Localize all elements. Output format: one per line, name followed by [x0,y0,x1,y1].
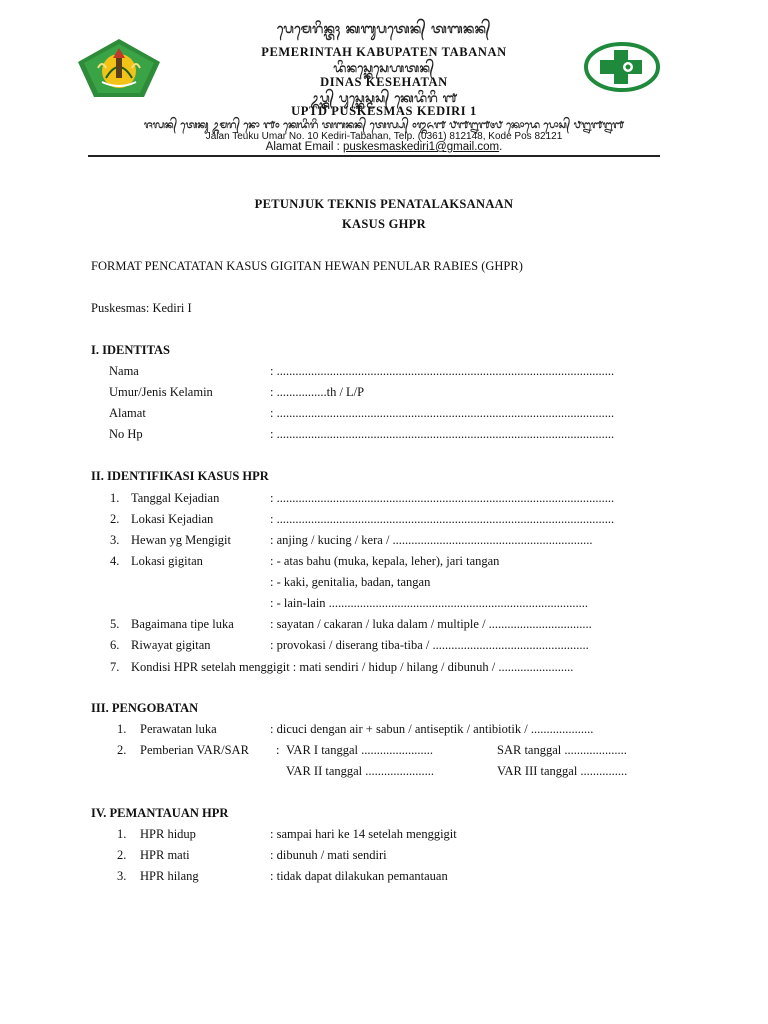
field-options: : - atas bahu (muka, kepala, leher), jari tangan [270,554,500,568]
field-label: Bagaimana tipe luka [131,617,234,631]
section-identifikasi-heading: II. IDENTIFIKASI KASUS HPR [91,469,269,483]
org-dinas: DINAS KESEHATAN [320,75,448,89]
field-options: : dicuci dengan air + sabun / antiseptik / antibiotik / .................... [270,722,594,736]
item-number: 4. [110,554,120,568]
field-label: HPR mati [140,848,190,862]
letterhead [0,0,768,170]
document-title-line1: PETUNJUK TEKNIS PENATALAKSANAAN [254,197,514,211]
field-value: : dibunuh / mati sendiri [270,848,387,862]
field-options: : sayatan / cakaran / luka dalam / multiple / ................................. [270,617,592,631]
field-blank: : ................th / L/P [270,385,365,399]
puskesmas-name: Puskesmas: Kediri I [91,301,192,315]
balinese-script-line: ᬤᬶᬦᬲ᭄ᬓᬾᬲᬾᬳᬢᬦ᭄ [333,61,435,75]
field-label: Riwayat gigitan [131,638,211,652]
item-number: 3. [110,533,120,547]
balinese-script-line: ᬧᬾᬫᬾᬭᬶᬦ᭄ᬢᬄ ᬓᬩᬸᬧᬢᬾᬦ᭄ ᬢᬩᬦᬦ᭄ [277,22,491,37]
field-blank: : ............................................................................................................ [270,406,615,420]
item-number: 2. [117,848,127,862]
field-label: Tanggal Kejadian [131,491,220,505]
email-link[interactable]: puskesmaskediri1@gmail.com [343,141,500,153]
field-blank: : ............................................................................................................ [270,491,615,505]
org-government: PEMERINTAH KABUPATEN TABANAN [261,45,507,59]
item-number: 1. [117,827,127,841]
puskesmas-cross-icon [576,40,668,94]
field-blank: : ............................................................................................................ [270,364,615,378]
email-line [0,141,768,153]
field-label: No Hp [109,427,143,441]
item-number: 7. [110,660,120,674]
item-number: 5. [110,617,120,631]
field-label: Pemberian VAR/SAR [140,743,249,757]
field-label: HPR hidup [140,827,196,841]
item-number: 6. [110,638,120,652]
address-line: Jalan Teuku Umar No. 10 Kediri-Tabanan, Telp. (0361) 812148, Kode Pos 82121 [205,131,563,142]
field-label: Perawatan luka [140,722,217,736]
item-number: 2. [110,512,120,526]
field-kondisi-hpr: Kondisi HPR setelah menggigit : mati sendiri / hidup / hilang / dibunuh / ........................ [131,660,574,674]
field-separator: : [276,743,280,757]
letterhead-divider [88,155,660,157]
item-number: 1. [110,491,120,505]
field-options: : anjing / kucing / kera / ................................................................ [270,533,593,547]
document-title-line2: KASUS GHPR [342,217,426,231]
section-identitas-heading: I. IDENTITAS [91,343,170,357]
field-label: Lokasi gigitan [131,554,203,568]
field-value: : tidak dapat dilakukan pemantauan [270,869,448,883]
field-blank: : ............................................................................................................ [270,512,615,526]
field-label: Hewan yg Mengigit [131,533,231,547]
field-blank: : ............................................................................................................ [270,427,615,441]
section-pengobatan-heading: III. PENGOBATAN [91,701,199,715]
item-number: 3. [117,869,127,883]
field-value: : sampai hari ke 14 setelah menggigit [270,827,457,841]
field-options: : provokasi / diserang tiba-tiba / .................................................. [270,638,589,652]
field-label: Alamat [109,406,146,420]
field-label: HPR hilang [140,869,199,883]
var2-field: VAR II tanggal ...................... [286,764,435,778]
field-label: Umur/Jenis Kelamin [109,385,213,399]
balinese-script-address: ᬚᬮᬦ᭄ ᬢᬾᬓᬸ ᬉᬫᬭ᭄ ᬦᭀ ᭑᭐ ᬓᬾᬤᬶᬭᬶ ᬢᬩᬦᬦ᭄ ᬢᬾᬮ᭄ᬧ᭄ ᭐᭓᭖᭑ ᭘᭑᭒᭑᭔᭘ ᬓᭀᬤᬾ ᬧᭀᬲ᭄ ᭘᭒᭑᭒᭑ [144,120,624,131]
org-uptd: UPTD PUSKESMAS KEDIRI 1 [291,104,477,118]
field-label: Nama [109,364,139,378]
var3-field: VAR III tanggal ............... [497,764,628,778]
var1-field: VAR I tanggal ....................... [286,743,433,757]
sar1-field: SAR tanggal .................... [497,743,627,757]
balinese-script-line: ᬉᬧ᭄ᬢ᭄ᬤ᭄ ᬧᬸᬲ᭄ᬓᬾᬲ᭄ᬫᬲ᭄ ᬓᬾᬤᬶᬭᬶ ᭑ [310,91,458,105]
email-suffix: . [499,141,503,153]
section-pemantauan-heading: IV. PEMANTAUAN HPR [91,806,229,820]
item-number: 2. [117,743,127,757]
field-options: : - kaki, genitalia, badan, tangan [270,575,431,589]
email-label: Alamat Email : [265,141,343,153]
field-options: : - lain-lain ................................................................................... [270,596,589,610]
format-heading: FORMAT PENCATATAN KASUS GIGITAN HEWAN PENULAR RABIES (GHPR) [91,259,523,273]
item-number: 1. [117,722,127,736]
field-label: Lokasi Kejadian [131,512,214,526]
